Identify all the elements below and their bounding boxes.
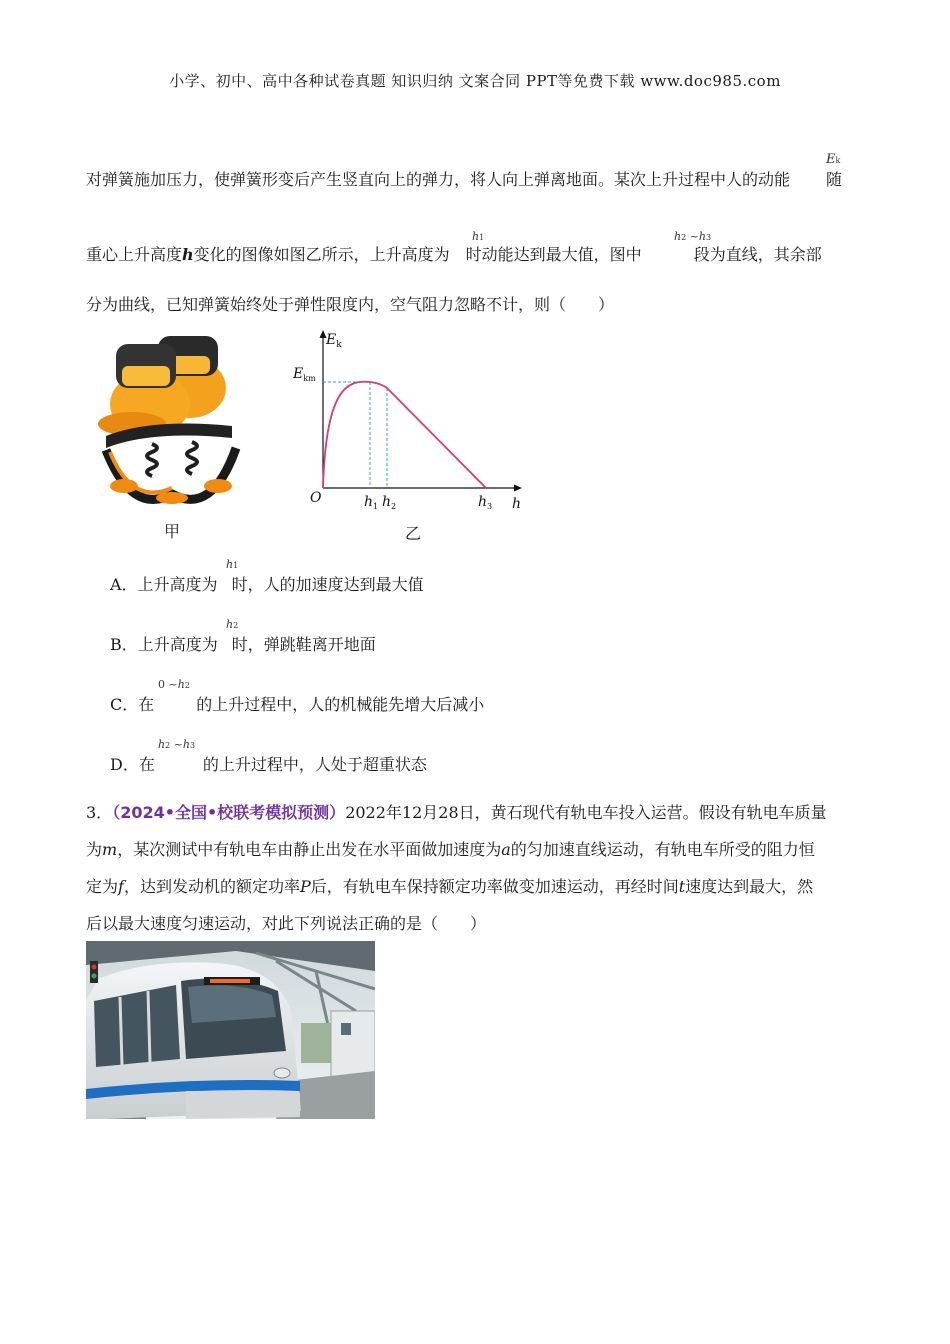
h1-tick-label: $h_1$: [364, 494, 379, 511]
q3-line-2: 为m，某次测试中有轨电车由静止出发在水平面做加速度为a的匀加速直线运动，有轨电车所受的阻力恒: [86, 840, 815, 859]
q3-source: （2024•全国•校联考模拟预测）: [112, 803, 346, 822]
option-a[interactable]: A．上升高度为 时，人的加速度达到最大值: [110, 575, 424, 594]
x-axis-label: h: [512, 496, 522, 512]
q3-line-1: 3．（2024•全国•校联考模拟预测）2022年12月28日，黄石现代有轨电车投入运营。假设有轨电车质量: [86, 803, 827, 822]
caption-yi: 乙: [405, 524, 422, 543]
option-d-range: h2 ~h3: [158, 738, 196, 751]
ek-curve: [323, 382, 486, 488]
option-b-h2: h2: [226, 618, 239, 631]
ekm-label: $E_{km}$: [293, 366, 316, 383]
q3-line-3: 定为f，达到发动机的额定功率P后，有轨电车保持额定功率做变加速运动，再经时间t速度达到最大，然: [86, 877, 814, 896]
h3-tick-label: $h_3$: [478, 494, 493, 511]
q2-line-2: 重心上升高度h变化的图像如图乙所示，上升高度为 时动能达到最大值，图中 段为直线，其余部: [86, 245, 822, 264]
q2-line-1: 对弹簧施加压力，使弹簧形变后产生竖直向上的弹力，将人向上弹离地面。某次上升过程中人的动能 随: [86, 170, 843, 189]
option-c-range: 0 ~h2: [158, 678, 190, 691]
option-a-h1: h1: [226, 558, 239, 571]
ek-symbol: Ek: [826, 152, 841, 167]
spring-shoes-image: [92, 326, 242, 516]
option-d[interactable]: D．在 的上升过程中，人处于超重状态: [110, 755, 427, 774]
ek-h-graph: [290, 326, 540, 526]
x-axis-arrow: [514, 485, 522, 492]
page-header: 小学、初中、高中各种试卷真题 知识归纳 文案合同 PPT等免费下载 www.doc985.com: [169, 72, 781, 90]
caption-jia: 甲: [164, 522, 181, 541]
q2-line-3: 分为曲线，已知弹簧始终处于弹性限度内，空气阻力忽略不计，则（ ）: [86, 295, 615, 314]
q3-line-4: 后以最大速度匀速运动，对此下列说法正确的是（ ）: [86, 914, 487, 933]
h1-symbol: h1: [472, 230, 485, 243]
origin-label: O: [310, 490, 322, 506]
tram-photo: [86, 941, 375, 1119]
option-c[interactable]: C．在 的上升过程中，人的机械能先增大后减小: [110, 695, 485, 714]
y-axis-label: $E_k$: [326, 332, 342, 350]
option-b[interactable]: B．上升高度为 时，弹跳鞋离开地面: [110, 635, 376, 654]
h2-h3-symbol: h2 ~h3: [674, 230, 712, 243]
h2-tick-label: $h_2$: [382, 494, 397, 511]
